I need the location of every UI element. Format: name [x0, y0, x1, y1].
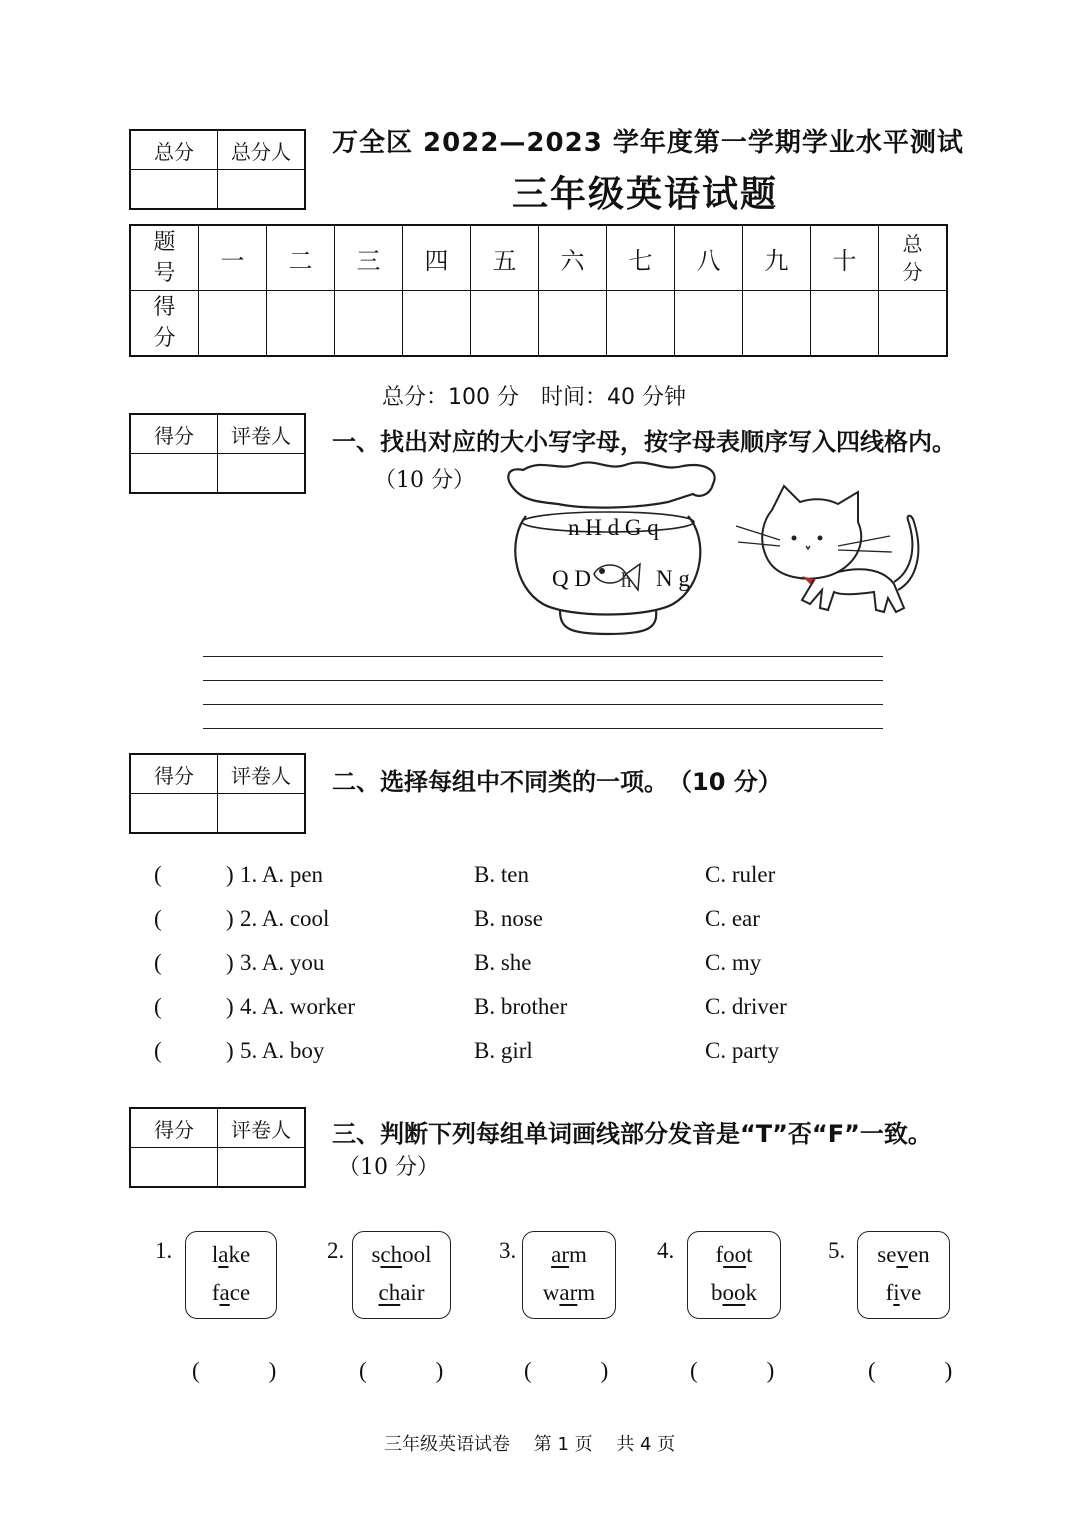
- word-bottom: chair: [378, 1280, 425, 1305]
- option-a: 2. A. cool: [240, 906, 330, 931]
- word-bottom: warm: [542, 1280, 596, 1305]
- total-scorer-cell[interactable]: [218, 170, 306, 210]
- score-cell-8[interactable]: [675, 291, 743, 357]
- score-cell-total[interactable]: [879, 291, 948, 357]
- option-c: C. my: [705, 950, 762, 975]
- word-pair-card: [522, 1231, 616, 1319]
- answer-blank-2[interactable]: ( ): [359, 1358, 444, 1383]
- total-scorer-label: 总分人: [218, 130, 306, 170]
- option-b: B. nose: [474, 906, 543, 931]
- cat-head: [762, 486, 861, 579]
- score-table: [129, 224, 948, 357]
- answer-paren-open[interactable]: (: [154, 862, 162, 887]
- letter-hidden: h: [621, 568, 632, 592]
- fish-eye: [599, 568, 605, 574]
- score-cell-6[interactable]: [539, 291, 607, 357]
- section3-grader-box: [129, 1107, 306, 1188]
- section2-grader-cell[interactable]: [218, 794, 306, 834]
- section3-score-cell[interactable]: [130, 1148, 218, 1188]
- section-label-2: 二: [267, 225, 335, 291]
- fishbowl-illustration: [498, 458, 728, 644]
- word-top: foot: [715, 1242, 753, 1267]
- option-b: B. she: [474, 950, 532, 975]
- section3-points: （10 分）: [338, 1155, 439, 1180]
- letters-top: n H d G q: [568, 515, 659, 540]
- option-a: 5. A. boy: [240, 1038, 325, 1063]
- score-cell-7[interactable]: [607, 291, 675, 357]
- answer-blank-5[interactable]: ( ): [868, 1358, 953, 1383]
- section-label-4: 四: [403, 225, 471, 291]
- section2-score-cell[interactable]: [130, 794, 218, 834]
- exam-info: 总分：100 分 时间：40 分钟: [382, 385, 686, 410]
- score-cell-10[interactable]: [811, 291, 879, 357]
- total-score-label: 总分: [130, 130, 218, 170]
- section-label-5: 五: [471, 225, 539, 291]
- word-top: school: [371, 1242, 432, 1267]
- option-c: C. ear: [705, 906, 760, 931]
- section1-points: （10 分）: [374, 468, 475, 493]
- group-number: 4.: [657, 1238, 675, 1263]
- group-number: 1.: [155, 1238, 173, 1263]
- word-top: lake: [211, 1242, 251, 1267]
- section-label-9: 九: [743, 225, 811, 291]
- option-c: C. driver: [705, 994, 787, 1019]
- option-c: C. party: [705, 1038, 780, 1063]
- section1-title: 一、找出对应的大小写字母，按字母表顺序写入四线格内。: [332, 428, 956, 456]
- score-label: 得分: [130, 414, 218, 454]
- word-top: arm: [551, 1242, 587, 1267]
- option-b: B. ten: [474, 862, 529, 887]
- section-label-7: 七: [607, 225, 675, 291]
- word-bottom: book: [711, 1280, 757, 1305]
- grader-label: 评卷人: [218, 414, 306, 454]
- score-cell-3[interactable]: [335, 291, 403, 357]
- word-bottom: five: [885, 1280, 922, 1305]
- answer-paren-open[interactable]: (: [154, 906, 162, 931]
- group-number: 5.: [828, 1238, 846, 1263]
- option-b: B. brother: [474, 994, 568, 1019]
- word-pair-card: [185, 1231, 277, 1319]
- answer-blank-3[interactable]: ( ): [524, 1358, 609, 1383]
- score-table-score-row: [130, 291, 947, 357]
- section2-grader-box: [129, 753, 306, 834]
- score-table-header-row: [130, 225, 947, 291]
- word-bottom: face: [211, 1280, 251, 1305]
- option-c: C. ruler: [705, 862, 776, 887]
- cat-illustration: [734, 480, 924, 620]
- answer-blank-1[interactable]: ( ): [192, 1358, 277, 1383]
- section3-title: 三、判断下列每组单词画线部分发音是“T”否“F”一致。: [332, 1120, 932, 1148]
- score-label: 得分: [130, 754, 218, 794]
- answer-paren-open[interactable]: (: [154, 1038, 162, 1063]
- option-a: 1. A. pen: [240, 862, 324, 887]
- letters-bottom: Q D: [552, 566, 591, 591]
- group-number: 3.: [499, 1238, 517, 1263]
- section3-grader-cell[interactable]: [218, 1148, 306, 1188]
- exam-subtitle: 万全区 2022—2023 学年度第一学期学业水平测试: [332, 128, 964, 158]
- score-cell-2[interactable]: [267, 291, 335, 357]
- total-score-cell[interactable]: [130, 170, 218, 210]
- score-row-label: 得 分: [130, 291, 199, 357]
- cat-whiskers: [736, 526, 892, 552]
- cat-nose: [806, 546, 810, 549]
- cat-eye-right: [818, 536, 823, 541]
- word-top: seven: [877, 1242, 930, 1267]
- grader-label: 评卷人: [218, 754, 306, 794]
- word-pair-card: [352, 1231, 451, 1319]
- page-footer: 三年级英语试卷 第 1 页 共 4 页: [384, 1434, 676, 1455]
- answer-paren-close: ): [226, 994, 234, 1019]
- answer-paren-close: ): [226, 862, 234, 887]
- section1-score-cell[interactable]: [130, 454, 218, 494]
- answer-paren-open[interactable]: (: [154, 950, 162, 975]
- bowl-rim: [508, 462, 714, 507]
- score-label: 得分: [130, 1108, 218, 1148]
- section-label-8: 八: [675, 225, 743, 291]
- word-pair-card: [857, 1231, 950, 1319]
- score-cell-4[interactable]: [403, 291, 471, 357]
- option-a: 3. A. you: [240, 950, 325, 975]
- section-label-3: 三: [335, 225, 403, 291]
- letters-bottom-right: N g: [656, 566, 690, 591]
- score-cell-1[interactable]: [199, 291, 267, 357]
- answer-blank-4[interactable]: ( ): [690, 1358, 775, 1383]
- section-label-10: 十: [811, 225, 879, 291]
- section1-grader-box: [129, 413, 306, 494]
- total-column-label: 总 分: [879, 225, 948, 291]
- section1-grader-cell[interactable]: [218, 454, 306, 494]
- grader-label: 评卷人: [218, 1108, 306, 1148]
- answer-paren-close: ): [226, 950, 234, 975]
- answer-paren-open[interactable]: (: [154, 994, 162, 1019]
- exam-title: 三年级英语试题: [512, 174, 779, 215]
- group-number: 2.: [327, 1238, 345, 1263]
- cat-eye-left: [792, 536, 797, 541]
- word-pair-card: [687, 1231, 781, 1319]
- total-score-box: [129, 129, 306, 210]
- section2-title: 二、选择每组中不同类的一项。 （10 分）: [332, 768, 782, 796]
- question-number-label: 题 号: [130, 225, 199, 291]
- four-line-grid[interactable]: [203, 656, 883, 732]
- score-cell-5[interactable]: [471, 291, 539, 357]
- section-label-1: 一: [199, 225, 267, 291]
- answer-paren-close: ): [226, 1038, 234, 1063]
- option-b: B. girl: [474, 1038, 533, 1063]
- option-a: 4. A. worker: [240, 994, 355, 1019]
- cat-tail: [894, 516, 918, 590]
- section-label-6: 六: [539, 225, 607, 291]
- score-cell-9[interactable]: [743, 291, 811, 357]
- answer-paren-close: ): [226, 906, 234, 931]
- cat-body: [802, 569, 904, 612]
